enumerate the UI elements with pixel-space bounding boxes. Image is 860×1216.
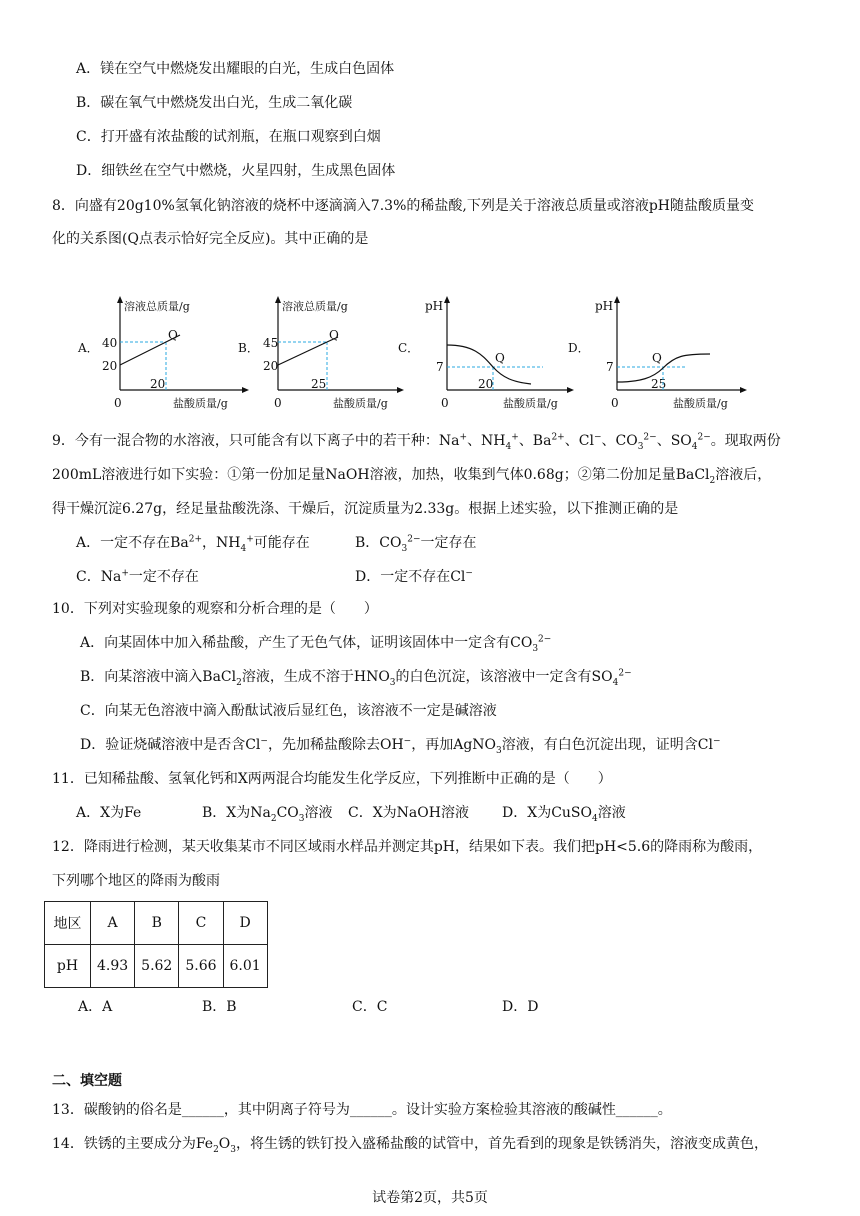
graph-c-origin: 0 bbox=[441, 396, 449, 410]
q14-text: O bbox=[218, 1136, 231, 1152]
graph-b-ylabel: 溶液总质量/g bbox=[282, 300, 348, 313]
table-row bbox=[45, 902, 268, 945]
graph-b-ytick-20: 20 bbox=[263, 359, 279, 373]
q9-text: 200mL溶液进行如下实验：①第一份加足量NaOH溶液，加热，收集到气体0.68g；②第二份加足量BaCl bbox=[52, 467, 710, 483]
table-cell: 地区 bbox=[45, 902, 91, 945]
graph-c-ytick-7: 7 bbox=[436, 360, 444, 374]
q7-option-a: A．镁在空气中燃烧发出耀眼的白光，生成白色固体 bbox=[76, 61, 395, 77]
q11-option-text: 溶液 bbox=[597, 805, 626, 821]
q9-option-text: ，NH bbox=[202, 535, 241, 551]
q9-stem-line3: 得干燥沉淀6.27g，经足量盐酸洗涤、干燥后，沉淀质量为2.33g。根据上述实验，以下推测正确的是 bbox=[52, 501, 679, 517]
q9-text: 9．今有一混合物的水溶液，只可能含有以下离子中的若干种：Na bbox=[52, 433, 460, 449]
q14-text: 14．铁锈的主要成分为Fe bbox=[52, 1136, 214, 1152]
q9-option-text: C．Na bbox=[76, 569, 122, 585]
graph-c-label: C． bbox=[398, 341, 420, 355]
q14-stem: 14．铁锈的主要成分为$Fe_2O_3$，将生锈的铁钉投入盛稀盐酸的试管中，首先看到的现象是铁锈消失，溶液变成黄色， bbox=[52, 1136, 769, 1155]
graph-b-q: Q bbox=[329, 328, 339, 342]
graph-a-ytick-20: 20 bbox=[102, 359, 118, 373]
graph-a-ylabel: 溶液总质量/g bbox=[124, 300, 190, 313]
q9-option-c: C．Na+一定不存在 bbox=[76, 568, 199, 585]
table-cell: B bbox=[135, 902, 179, 945]
table-row bbox=[45, 945, 268, 988]
graph-b-ytick-45: 45 bbox=[263, 336, 279, 350]
graph-d-xtick: 25 bbox=[651, 377, 667, 391]
q9-option-text: 可能存在 bbox=[253, 535, 310, 551]
q9-option-text: B．CO bbox=[355, 535, 402, 551]
table-cell: 5.66 bbox=[179, 945, 223, 988]
table-cell: 4.93 bbox=[91, 945, 135, 988]
graph-d-label: D． bbox=[568, 341, 590, 355]
rain-ph-table bbox=[44, 901, 268, 988]
table-cell: 5.62 bbox=[135, 945, 179, 988]
q10-option-c: C．向某无色溶液中滴入酚酞试液后显红色，该溶液不一定是碱溶液 bbox=[80, 703, 497, 719]
q10-option-text: B．向某溶液中滴入BaCl bbox=[80, 669, 237, 685]
q11-option-text: 溶液 bbox=[304, 805, 333, 821]
section-title: 二、填空题 bbox=[52, 1073, 122, 1089]
graph-a-label: A． bbox=[78, 341, 99, 355]
graph-a bbox=[70, 290, 250, 415]
q12-option-a: A．A bbox=[78, 999, 113, 1015]
table-cell: 6.01 bbox=[223, 945, 267, 988]
q13-stem: 13．碳酸钠的俗名是______，其中阴离子符号为______。设计实验方案检验其溶液的酸碱性______。 bbox=[52, 1102, 672, 1118]
graph-c-xtick: 20 bbox=[478, 377, 494, 391]
q12-stem-line1: 12．降雨进行检测，某天收集某市不同区域雨水样品并测定其pH，结果如下表。我们把pH<5.6的降雨称为酸雨， bbox=[52, 839, 763, 855]
table-cell: A bbox=[91, 902, 135, 945]
q9-option-d: D．一定不存在Cl− bbox=[355, 568, 473, 585]
table-cell: C bbox=[179, 902, 223, 945]
q9-option-text: D．一定不存在Cl bbox=[355, 569, 466, 585]
q11-option-d: D．X为CuSO$_4$溶液 bbox=[502, 805, 626, 824]
q7-option-c: C．打开盛有浓盐酸的试剂瓶，在瓶口观察到白烟 bbox=[76, 129, 381, 145]
graph-a-origin: 0 bbox=[114, 396, 122, 410]
q11-option-a: A．X为Fe bbox=[76, 805, 142, 821]
q10-option-text: A．向某固体中加入稀盐酸，产生了无色气体，证明该固体中一定含有CO bbox=[80, 635, 533, 651]
graph-b-origin: 0 bbox=[274, 396, 282, 410]
graph-d bbox=[565, 290, 750, 415]
graph-a-q: Q bbox=[168, 328, 178, 342]
q11-option-b: B．X为$Na_2CO_3$溶液 bbox=[202, 805, 333, 824]
q12-option-d: D．D bbox=[502, 999, 539, 1015]
q14-text: ，将生锈的铁钉投入盛稀盐酸的试管中，首先看到的现象是铁锈消失，溶液变成黄色， bbox=[236, 1136, 769, 1152]
graph-d-ylabel: pH bbox=[595, 299, 614, 313]
q10-option-text: ，再加AgNO bbox=[411, 737, 497, 753]
q12-option-c: C．C bbox=[352, 999, 388, 1015]
table-cell: D bbox=[223, 902, 267, 945]
q9-option-text: 一定不存在 bbox=[128, 569, 199, 585]
graph-b-xtick: 25 bbox=[311, 377, 327, 391]
q11-option-c: C．X为NaOH溶液 bbox=[348, 805, 469, 821]
q12-stem-line2: 下列哪个地区的降雨为酸雨 bbox=[52, 873, 220, 889]
q11-stem: 11．已知稀盐酸、氢氧化钙和X两两混合均能发生化学反应，下列推断中正确的是（ ） bbox=[52, 771, 612, 787]
graph-d-ytick-7: 7 bbox=[606, 360, 614, 374]
graph-a-ytick-40: 40 bbox=[102, 336, 118, 350]
graph-c-q: Q bbox=[495, 351, 505, 365]
q9-stem-line1: 9．今有一混合物的水溶液，只可能含有以下离子中的若干种：Na+、$NH_4^+$、$Ba^{2+}$、Cl−、$CO_3^{2-}$、$SO_4^{2-}$。现取两份 bbox=[52, 432, 781, 452]
q11-option-text: D．X为CuSO bbox=[502, 805, 592, 821]
q9-text: 溶液后， bbox=[715, 467, 772, 483]
q11-option-text: CO bbox=[276, 805, 299, 821]
q10-option-text: D．验证烧碱溶液中是否含Cl bbox=[80, 737, 261, 753]
q10-option-text: 的白色沉淀，该溶液中一定含有SO bbox=[395, 669, 613, 685]
q9-option-text: 一定存在 bbox=[420, 535, 477, 551]
graph-c-ylabel: pH bbox=[425, 299, 444, 313]
graph-d-origin: 0 bbox=[611, 396, 619, 410]
q9-option-text: A．一定不存在Ba bbox=[76, 535, 189, 551]
q8-stem-line2: 化的关系图(Q点表示恰好完全反应)。其中正确的是 bbox=[52, 231, 369, 247]
q9-option-a: A．一定不存在$Ba^{2+}$，$NH_4^+$可能存在 bbox=[76, 534, 310, 554]
q10-option-d: D．验证烧碱溶液中是否含Cl−，先加稀盐酸除去OH−，再加AgNO$_3$溶液，有白色沉淀出现，证明含Cl− bbox=[80, 736, 721, 756]
q9-option-b: B．$CO_3^{2-}$一定存在 bbox=[355, 534, 477, 554]
graph-c bbox=[395, 290, 575, 415]
graph-d-q: Q bbox=[652, 351, 662, 365]
q10-option-text: 溶液，生成不溶于HNO bbox=[241, 669, 390, 685]
q10-option-b: B．向某溶液中滴入BaCl$_2$溶液，生成不溶于$HNO_3$的白色沉淀，该溶液中一定含有$SO_4^{2-}$ bbox=[80, 668, 632, 688]
q9-stem-line2: 200mL溶液进行如下实验：①第一份加足量NaOH溶液，加热，收集到气体0.68g；②第二份加足量BaCl$_2$溶液后， bbox=[52, 467, 772, 486]
graph-a-xlabel: 盐酸质量/g bbox=[173, 397, 228, 410]
q11-option-text: B．X为Na bbox=[202, 805, 271, 821]
graph-b bbox=[230, 290, 410, 415]
q7-option-b: B．碳在氧气中燃烧发出白光，生成二氧化碳 bbox=[76, 95, 353, 111]
graph-c-xlabel: 盐酸质量/g bbox=[503, 397, 558, 410]
graph-b-xlabel: 盐酸质量/g bbox=[333, 397, 388, 410]
page-footer: 试卷第2页，共5页 bbox=[372, 1190, 488, 1206]
graph-a-xtick: 20 bbox=[150, 377, 166, 391]
q12-option-b: B．B bbox=[202, 999, 237, 1015]
q7-option-d: D．细铁丝在空气中燃烧，火星四射，生成黑色固体 bbox=[76, 163, 396, 179]
q10-option-text: 溶液，有白色沉淀出现，证明含Cl bbox=[501, 737, 713, 753]
q10-option-a: A．向某固体中加入稀盐酸，产生了无色气体，证明该固体中一定含有$CO_3^{2-}$ bbox=[80, 634, 552, 654]
graph-b-label: B． bbox=[238, 341, 259, 355]
graph-d-xlabel: 盐酸质量/g bbox=[673, 397, 728, 410]
table-cell: pH bbox=[45, 945, 91, 988]
q8-stem-line1: 8．向盛有20g10%氢氧化钠溶液的烧杯中逐滴滴入7.3%的稀盐酸,下列是关于溶液总质量或溶液pH随盐酸质量变 bbox=[52, 198, 754, 214]
q10-option-text: ，先加稀盐酸除去OH bbox=[267, 737, 404, 753]
q10-stem: 10．下列对实验现象的观察和分析合理的是（ ） bbox=[52, 601, 378, 617]
